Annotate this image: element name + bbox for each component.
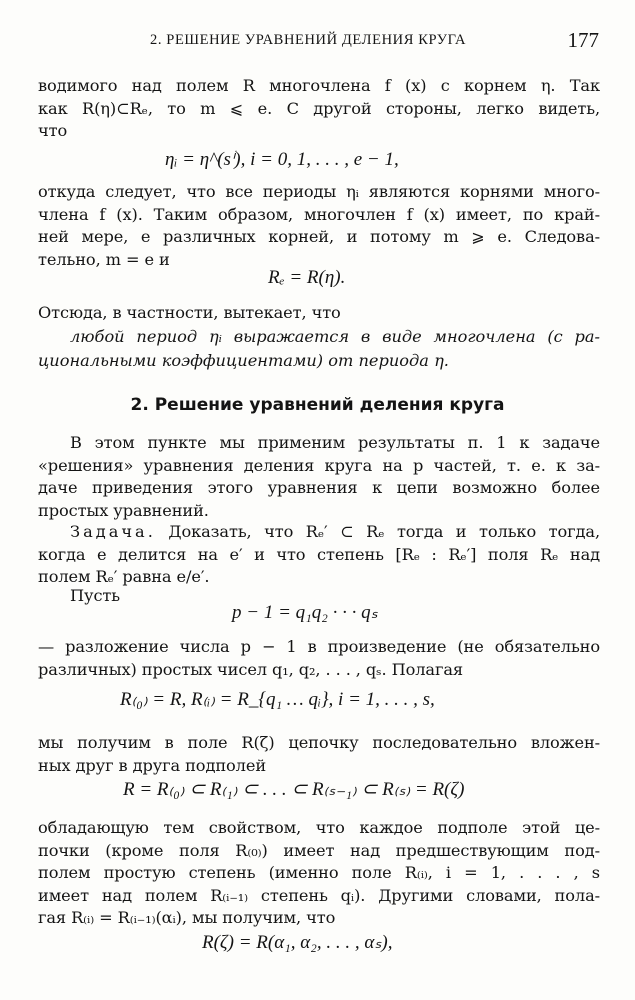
- text-line: Отсюда, в частности, вытекает, что: [38, 303, 341, 322]
- problem-text: Доказать, что Rₑ′ ⊂ Rₑ тогда и только тогда,: [168, 522, 600, 541]
- text-line: «решения» уравнения деления круга на p частей, т. е. к за-: [38, 455, 600, 475]
- text-line: любой период ηᵢ выражается в виде многочлена (с ра-: [70, 327, 600, 346]
- formula-factorization: p − 1 = q₁q₂ · · · qₛ: [232, 602, 378, 623]
- text-line: что: [38, 121, 68, 140]
- text-line: тельно, m = e и: [38, 249, 170, 269]
- formula-subfields: R₍₀₎ = R, R₍ᵢ₎ = R_{q₁ … qᵢ}, i = 1, . . . , s,: [120, 689, 435, 710]
- text-line: как R(η)⊂Rₑ, то m ⩽ e. С другой стороны, легко видеть,: [38, 98, 600, 118]
- problem-label: Задача.: [70, 522, 156, 541]
- paragraph-3: [38, 302, 600, 325]
- text-line: члена f (x). Таким образом, многочлен f (x) имеет, по край-: [38, 204, 600, 224]
- text-line: простых уравнений.: [38, 500, 209, 520]
- text-line: В этом пункте мы применим результаты п. 1 к задаче: [70, 433, 600, 452]
- running-head: 2. РЕШЕНИЕ УРАВНЕНИЙ ДЕЛЕНИЯ КРУГА: [150, 32, 467, 48]
- paragraph-7: [38, 817, 600, 930]
- text-line: ных друг в друга подполей: [38, 755, 267, 775]
- text-line: различных) простых чисел q₁, q₂, . . . , qₛ. Полагая: [38, 659, 464, 679]
- paragraph-5: [38, 636, 600, 681]
- text-line: почки (кроме поля R₍₀₎) имеет над предшествующим под-: [38, 840, 600, 860]
- formula-field-equality: Rₑ = R(η).: [268, 267, 346, 288]
- text-line: полем Rₑ′ равна e/e′.: [38, 567, 210, 586]
- text-line: обладающую тем свойством, что каждое подполе этой це-: [38, 818, 600, 837]
- paragraph-4: [38, 432, 600, 522]
- text-line: когда e делится на e′ и что степень [Rₑ : Rₑ′] поля Rₑ над: [38, 544, 600, 564]
- text-line: гая R₍ᵢ₎ = R₍ᵢ₋₁₎(αᵢ), мы получим, что: [38, 908, 336, 927]
- text-line: полем простую степень (именно поле R₍ᵢ₎, i = 1, . . . , s: [38, 863, 600, 882]
- page-number: 177: [567, 28, 599, 52]
- let-word: Пусть: [70, 586, 120, 605]
- paragraph-6: [38, 732, 600, 777]
- paragraph-1: [38, 75, 600, 143]
- text-line: мы получим в поле R(ζ) цепочку последовательно вложен-: [38, 733, 600, 752]
- formula-chain: R = R₍₀₎ ⊂ R₍₁₎ ⊂ . . . ⊂ R₍ₛ₋₁₎ ⊂ R₍ₛ₎ = R(ζ): [123, 779, 465, 800]
- section-title: 2. Решение уравнений деления круга: [130, 395, 505, 415]
- problem-paragraph: [38, 521, 600, 589]
- paragraph-2: [38, 181, 600, 271]
- formula-periods: ηᵢ = η^(sⁱ), i = 0, 1, . . . , e − 1,: [165, 149, 399, 170]
- text-line: даче приведения этого уравнения к цепи возможно более: [38, 478, 600, 497]
- theorem-statement: [38, 325, 600, 373]
- text-line: ней мере, e различных корней, и потому m ⩾ e. Следова-: [38, 227, 600, 246]
- formula-generators: R(ζ) = R(α₁, α₂, . . . , αₛ),: [202, 932, 393, 953]
- text-line: водимого над полем R многочлена f (x) с корнем η. Так: [38, 76, 600, 95]
- page-header: [0, 30, 635, 56]
- text-line: циональными коэффициентами) от периода η.: [38, 351, 449, 370]
- text-line: — разложение числа p − 1 в произведение (не обязательно: [38, 637, 600, 656]
- text-line: откуда следует, что все периоды ηᵢ являются корнями много-: [38, 182, 600, 201]
- text-line: [38, 521, 600, 544]
- text-line: имеет над полем R₍ᵢ₋₁₎ степень qᵢ). Другими словами, пола-: [38, 885, 600, 905]
